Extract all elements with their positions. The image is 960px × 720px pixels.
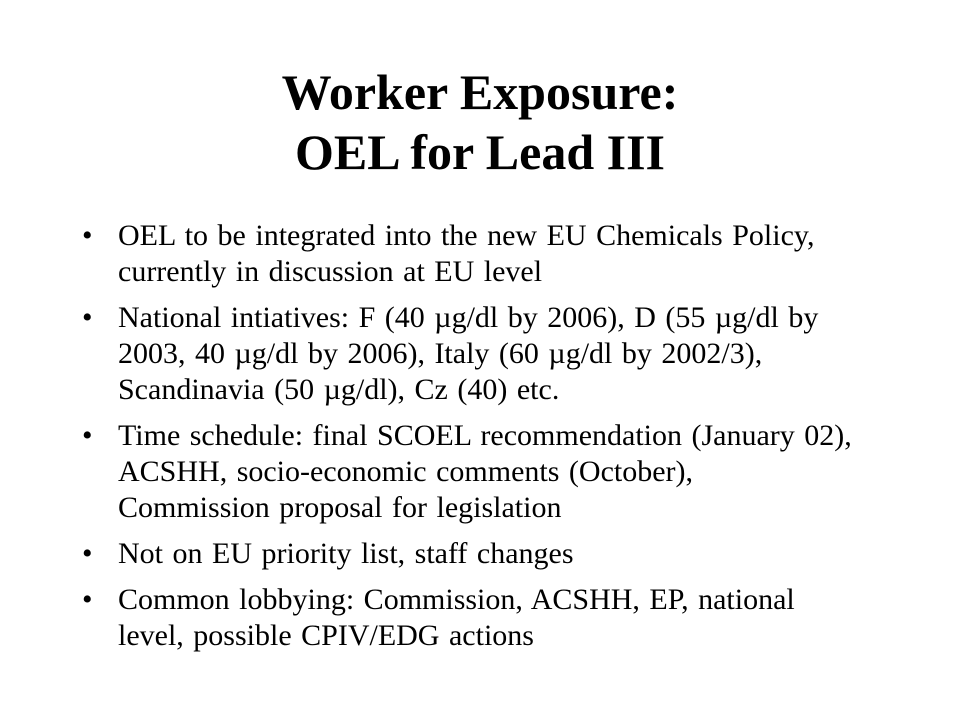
- title-line-1: Worker Exposure:: [281, 64, 679, 120]
- bullet-dot-icon: •: [82, 419, 93, 452]
- bullet-text: OEL to be integrated into the new EU Chemicals Policy, currently in discussion at EU level: [118, 219, 815, 288]
- bullet-dot-icon: •: [82, 219, 93, 252]
- bullet-text: Common lobbying: Commission, ACSHH, EP, national level, possible CPIV/EDG actions: [118, 583, 795, 652]
- bullet-item: [82, 582, 852, 654]
- bullet-dot-icon: •: [82, 583, 93, 616]
- slide-title: [0, 62, 960, 182]
- bullet-dot-icon: •: [82, 537, 93, 570]
- bullet-text: Time schedule: final SCOEL recommendation (January 02), ACSHH, socio-economic comments (October), Commission proposal for legislation: [118, 419, 852, 524]
- bullet-dot-icon: •: [82, 301, 93, 334]
- bullet-item: [82, 536, 852, 572]
- title-line-2: OEL for Lead III: [295, 124, 665, 180]
- bullet-item: [82, 300, 852, 408]
- bullet-item: [82, 418, 852, 526]
- bullet-text: Not on EU priority list, staff changes: [118, 537, 574, 570]
- bullet-list: [82, 218, 852, 664]
- bullet-item: [82, 218, 852, 290]
- bullet-text: National intiatives: F (40 µg/dl by 2006), D (55 µg/dl by 2003, 40 µg/dl by 2006), Italy (60 µg/dl by 2002/3), Scandinavia (50 µg/dl), Cz (40) etc.: [118, 301, 819, 406]
